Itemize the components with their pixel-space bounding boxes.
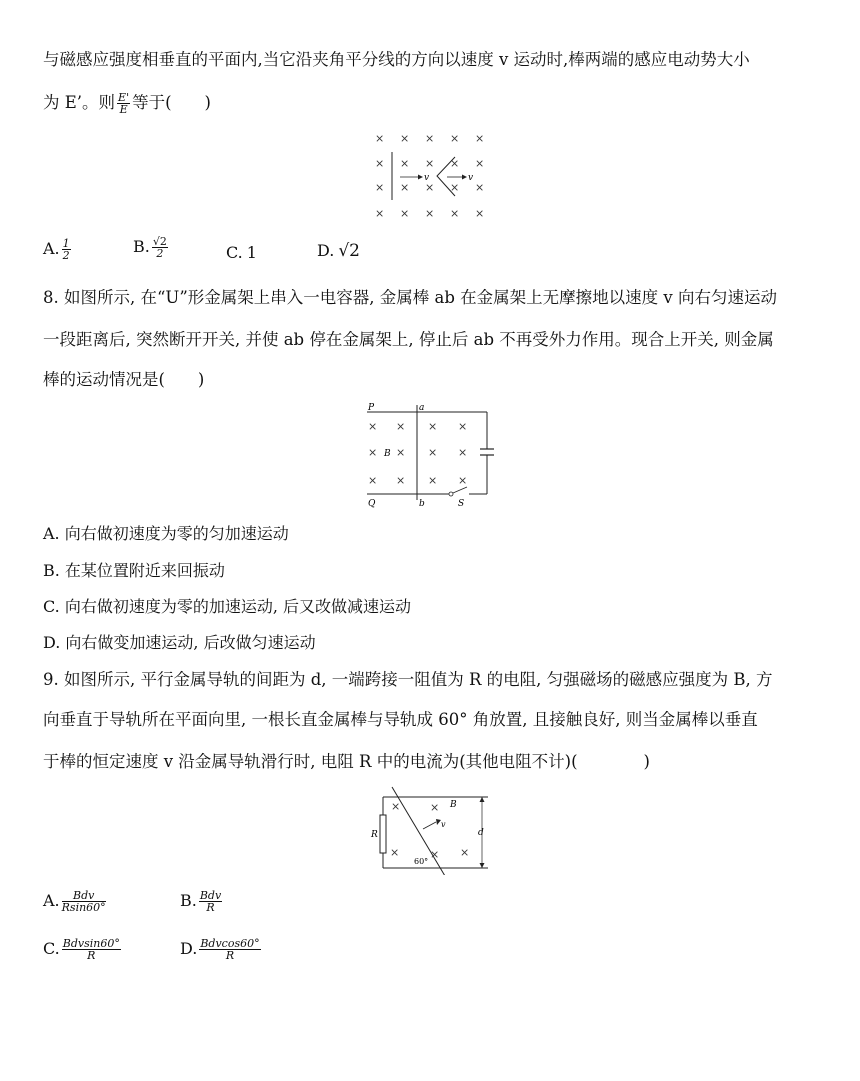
option-label: C. <box>226 243 243 262</box>
q9-option-b[interactable] <box>180 890 224 913</box>
velocity-label-2: v <box>468 173 474 183</box>
label-a: a <box>419 403 425 413</box>
q7-option-c[interactable] <box>226 243 257 262</box>
svg-text:×: × <box>450 132 460 145</box>
option-fraction <box>152 236 168 259</box>
label-R: R <box>371 830 378 840</box>
svg-text:×: × <box>375 181 385 194</box>
svg-text:×: × <box>400 181 410 194</box>
fraction-numerator: Bdv <box>199 889 222 902</box>
dimension-arrow-bottom <box>480 863 485 868</box>
fraction-numerator: Bdvcos60° <box>200 937 260 950</box>
q9-figure <box>368 785 498 875</box>
option-fraction <box>62 890 106 913</box>
fraction-numerator: √2 <box>152 235 167 248</box>
svg-text:×: × <box>475 157 485 170</box>
svg-text:×: × <box>400 207 410 220</box>
svg-text:×: × <box>368 446 378 459</box>
svg-text:×: × <box>375 157 385 170</box>
label-v: v <box>441 820 446 829</box>
option-fraction <box>199 938 260 961</box>
fraction-denominator: 2 <box>62 249 70 262</box>
svg-text:×: × <box>450 157 460 170</box>
magnetic-field-crosses <box>368 420 467 487</box>
option-label: B. <box>180 891 197 910</box>
svg-text:×: × <box>450 181 460 194</box>
label-P: P <box>368 403 375 413</box>
fraction-numerator: E' <box>118 91 130 104</box>
svg-text:×: × <box>425 132 435 145</box>
q9-line-2: 向垂直于导轨所在平面向里, 一根长直金属棒与导轨成 60° 角放置, 且接触良好, 则当金属棒以垂直 <box>43 710 758 729</box>
velocity-arrowhead-2 <box>462 175 467 180</box>
q7-ratio-fraction <box>117 92 130 115</box>
q9-option-d[interactable] <box>180 938 263 961</box>
velocity-label-1: v <box>424 173 430 183</box>
resistor <box>380 815 386 853</box>
q7-line-2 <box>43 92 211 115</box>
label-B: B <box>384 449 391 459</box>
svg-text:×: × <box>430 848 440 861</box>
q9-option-a[interactable] <box>43 890 108 913</box>
svg-text:×: × <box>375 207 385 220</box>
q8-option-c[interactable]: C. 向右做初速度为零的加速运动, 后又改做减速运动 <box>43 597 412 616</box>
svg-text:×: × <box>390 846 400 859</box>
svg-text:×: × <box>475 207 485 220</box>
q9-option-c[interactable] <box>43 938 123 961</box>
cross: × <box>396 446 406 459</box>
option-text: √2 <box>338 241 360 261</box>
option-label: C. <box>43 939 60 958</box>
label-d: d <box>478 828 484 838</box>
switch-lever <box>453 487 467 493</box>
q8-line-2: 一段距离后, 突然断开开关, 并使 ab 停在金属架上, 停止后 ab 不再受外力作用。现合上开关, 则金属 <box>43 330 774 349</box>
svg-text:×: × <box>400 157 410 170</box>
option-label: A. <box>43 891 60 910</box>
svg-text:×: × <box>425 181 435 194</box>
fraction-denominator: R <box>225 949 235 962</box>
q8-line-3: 棒的运动情况是( ) <box>43 370 205 389</box>
svg-text:×: × <box>425 207 435 220</box>
svg-text:×: × <box>400 132 410 145</box>
svg-text:×: × <box>428 420 438 433</box>
q7-figure <box>370 130 490 222</box>
option-text: 1 <box>246 243 257 262</box>
svg-text:×: × <box>450 207 460 220</box>
q8-figure <box>362 400 497 510</box>
q7-option-b[interactable] <box>133 236 170 259</box>
q8-option-a[interactable]: A. 向右做初速度为零的匀加速运动 <box>43 524 289 543</box>
q8-option-d[interactable]: D. 向右做变加速运动, 后改做匀速运动 <box>43 633 316 652</box>
option-fraction <box>199 890 222 913</box>
q7-option-a[interactable] <box>43 238 73 261</box>
label-B: B <box>450 800 457 810</box>
q8-line-1: 8. 如图所示, 在“U”形金属架上串入一电容器, 金属棒 ab 在金属架上无摩擦地以速度 v 向右匀速运动 <box>43 288 777 307</box>
fraction-denominator: Rsin60° <box>61 901 106 914</box>
fraction-denominator: E <box>119 103 128 116</box>
option-label: D. <box>180 939 198 958</box>
svg-text:×: × <box>430 801 440 814</box>
option-fraction <box>62 938 121 961</box>
option-fraction <box>62 238 71 261</box>
q9-line-1: 9. 如图所示, 平行金属导轨的间距为 d, 一端跨接一阻值为 R 的电阻, 匀强磁场的磁感应强度为 B, 方 <box>43 670 773 689</box>
velocity-arrow <box>423 822 436 829</box>
svg-text:×: × <box>475 132 485 145</box>
switch-contact <box>449 492 453 496</box>
fraction-denominator: R <box>206 901 215 914</box>
q8-option-b[interactable]: B. 在某位置附近来回振动 <box>43 561 225 580</box>
svg-text:×: × <box>458 420 468 433</box>
angle-label: 60° <box>414 857 429 866</box>
svg-text:×: × <box>428 474 438 487</box>
svg-text:×: × <box>368 420 378 433</box>
option-label: A. <box>43 239 60 258</box>
fraction-numerator: 1 <box>62 237 70 250</box>
svg-text:×: × <box>375 132 385 145</box>
q7-line-1: 与磁感应强度相垂直的平面内,当它沿夹角平分线的方向以速度 v 运动时,棒两端的感应电动势大小 <box>43 50 750 69</box>
svg-text:×: × <box>425 157 435 170</box>
magnetic-field-crosses <box>390 800 469 861</box>
dimension-arrow-top <box>480 797 485 802</box>
fraction-denominator: R <box>87 949 96 962</box>
q7-line-2-suffix: 等于( ) <box>132 93 211 112</box>
svg-text:×: × <box>396 474 406 487</box>
label-Q: Q <box>368 499 376 509</box>
svg-text:×: × <box>428 446 438 459</box>
svg-text:×: × <box>396 420 406 433</box>
svg-text:×: × <box>368 474 378 487</box>
svg-text:×: × <box>475 181 485 194</box>
velocity-arrowhead-1 <box>418 175 423 180</box>
label-b: b <box>419 499 425 509</box>
label-S: S <box>458 499 465 509</box>
fraction-numerator: Bdv <box>62 890 106 902</box>
svg-text:×: × <box>391 800 401 813</box>
svg-text:×: × <box>458 446 468 459</box>
option-label: D. <box>317 241 335 260</box>
q9-line-3: 于棒的恒定速度 v 沿金属导轨滑行时, 电阻 R 中的电流为(其他电阻不计)( ) <box>43 752 650 771</box>
svg-text:×: × <box>458 474 468 487</box>
svg-text:×: × <box>460 846 470 859</box>
fraction-denominator: 2 <box>156 247 164 260</box>
fraction-numerator: Bdvsin60° <box>62 937 120 950</box>
option-label: B. <box>133 237 150 256</box>
q7-option-d[interactable] <box>317 241 360 261</box>
q7-line-2-prefix: 为 E’。则 <box>43 93 116 112</box>
